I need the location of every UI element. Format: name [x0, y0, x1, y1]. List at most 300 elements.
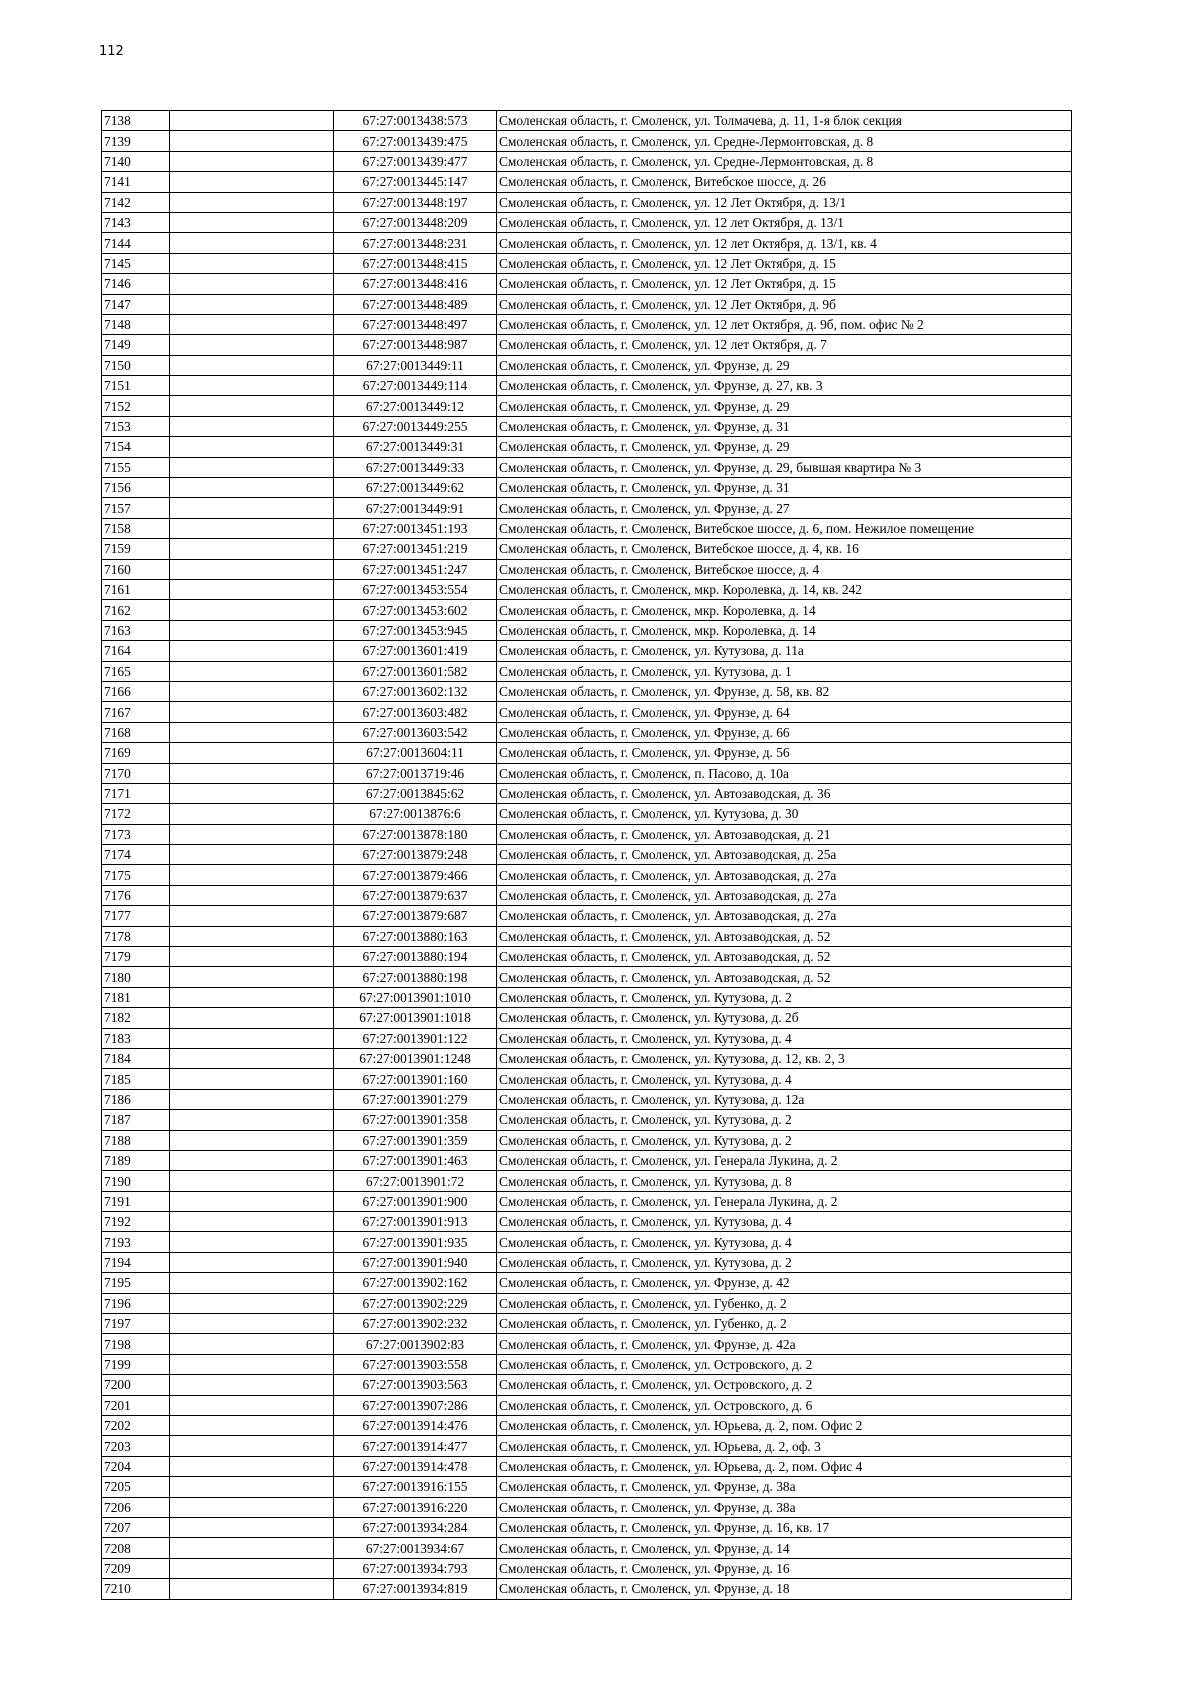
- table-row: [102, 1517, 1072, 1537]
- table-row: [102, 743, 1072, 763]
- address-cell: Смоленская область, г. Смоленск, ул. Фрунзе, д. 42а: [497, 1334, 1072, 1354]
- cadastral-number-cell: 67:27:0013879:248: [334, 845, 497, 865]
- row-number-cell: 7200: [102, 1375, 170, 1395]
- registry-body: [102, 111, 1072, 1600]
- address-cell: Смоленская область, г. Смоленск, ул. 12 Лет Октября, д. 15: [497, 253, 1072, 273]
- cadastral-number-cell: 67:27:0013448:497: [334, 314, 497, 334]
- address-cell: Смоленская область, г. Смоленск, ул. Фрунзе, д. 29: [497, 355, 1072, 375]
- address-cell: Смоленская область, г. Смоленск, ул. Кутузова, д. 4: [497, 1028, 1072, 1048]
- address-cell: Смоленская область, г. Смоленск, ул. Фрунзе, д. 29: [497, 396, 1072, 416]
- owner-cell: [170, 1191, 334, 1211]
- owner-cell: [170, 1517, 334, 1537]
- table-row: [102, 457, 1072, 477]
- owner-cell: [170, 824, 334, 844]
- table-row: [102, 600, 1072, 620]
- address-cell: Смоленская область, г. Смоленск, ул. 12 лет Октября, д. 13/1, кв. 4: [497, 233, 1072, 253]
- owner-cell: [170, 1048, 334, 1068]
- address-cell: Смоленская область, г. Смоленск, ул. Кутузова, д. 2: [497, 1110, 1072, 1130]
- row-number-cell: 7171: [102, 783, 170, 803]
- owner-cell: [170, 559, 334, 579]
- address-cell: Смоленская область, г. Смоленск, ул. Фрунзе, д. 27, кв. 3: [497, 376, 1072, 396]
- owner-cell: [170, 396, 334, 416]
- cadastral-number-cell: 67:27:0013901:1248: [334, 1048, 497, 1068]
- table-row: [102, 539, 1072, 559]
- owner-cell: [170, 212, 334, 232]
- address-cell: Смоленская область, г. Смоленск, ул. Кутузова, д. 4: [497, 1069, 1072, 1089]
- table-row: [102, 1048, 1072, 1068]
- table-row: [102, 1456, 1072, 1476]
- row-number-cell: 7193: [102, 1232, 170, 1252]
- owner-cell: [170, 1028, 334, 1048]
- address-cell: Смоленская область, г. Смоленск, ул. Островского, д. 6: [497, 1395, 1072, 1415]
- table-row: [102, 1334, 1072, 1354]
- cadastral-number-cell: 67:27:0013449:91: [334, 498, 497, 518]
- owner-cell: [170, 641, 334, 661]
- owner-cell: [170, 681, 334, 701]
- row-number-cell: 7178: [102, 926, 170, 946]
- address-cell: Смоленская область, г. Смоленск, п. Пасово, д. 10а: [497, 763, 1072, 783]
- owner-cell: [170, 498, 334, 518]
- owner-cell: [170, 233, 334, 253]
- address-cell: Смоленская область, г. Смоленск, ул. Юрьева, д. 2, пом. Офис 2: [497, 1416, 1072, 1436]
- table-row: [102, 212, 1072, 232]
- cadastral-number-cell: 67:27:0013880:194: [334, 947, 497, 967]
- table-row: [102, 233, 1072, 253]
- row-number-cell: 7155: [102, 457, 170, 477]
- address-cell: Смоленская область, г. Смоленск, ул. Фрунзе, д. 14: [497, 1538, 1072, 1558]
- row-number-cell: 7165: [102, 661, 170, 681]
- owner-cell: [170, 783, 334, 803]
- row-number-cell: 7154: [102, 437, 170, 457]
- row-number-cell: 7153: [102, 416, 170, 436]
- table-row: [102, 1436, 1072, 1456]
- row-number-cell: 7167: [102, 702, 170, 722]
- cadastral-number-cell: 67:27:0013604:11: [334, 743, 497, 763]
- address-cell: Смоленская область, г. Смоленск, ул. Автозаводская, д. 52: [497, 947, 1072, 967]
- cadastral-number-cell: 67:27:0013449:12: [334, 396, 497, 416]
- row-number-cell: 7173: [102, 824, 170, 844]
- owner-cell: [170, 457, 334, 477]
- owner-cell: [170, 1150, 334, 1170]
- owner-cell: [170, 192, 334, 212]
- row-number-cell: 7162: [102, 600, 170, 620]
- table-row: [102, 478, 1072, 498]
- table-row: [102, 1538, 1072, 1558]
- address-cell: Смоленская область, г. Смоленск, ул. Кутузова, д. 12, кв. 2, 3: [497, 1048, 1072, 1068]
- row-number-cell: 7202: [102, 1416, 170, 1436]
- table-row: [102, 926, 1072, 946]
- row-number-cell: 7158: [102, 518, 170, 538]
- owner-cell: [170, 1354, 334, 1374]
- cadastral-number-cell: 67:27:0013934:284: [334, 1517, 497, 1537]
- address-cell: Смоленская область, г. Смоленск, ул. Фрунзе, д. 38а: [497, 1497, 1072, 1517]
- owner-cell: [170, 1171, 334, 1191]
- owner-cell: [170, 947, 334, 967]
- cadastral-number-cell: 67:27:0013601:419: [334, 641, 497, 661]
- address-cell: Смоленская область, г. Смоленск, ул. Автозаводская, д. 52: [497, 926, 1072, 946]
- address-cell: Смоленская область, г. Смоленск, ул. Фрунзе, д. 38а: [497, 1477, 1072, 1497]
- address-cell: Смоленская область, г. Смоленск, ул. Автозаводская, д. 52: [497, 967, 1072, 987]
- cadastral-number-cell: 67:27:0013719:46: [334, 763, 497, 783]
- cadastral-number-cell: 67:27:0013448:209: [334, 212, 497, 232]
- table-row: [102, 1171, 1072, 1191]
- address-cell: Смоленская область, г. Смоленск, ул. Кутузова, д. 12а: [497, 1089, 1072, 1109]
- table-row: [102, 131, 1072, 151]
- cadastral-number-cell: 67:27:0013439:477: [334, 151, 497, 171]
- cadastral-number-cell: 67:27:0013438:573: [334, 111, 497, 131]
- address-cell: Смоленская область, г. Смоленск, мкр. Королевка, д. 14: [497, 620, 1072, 640]
- cadastral-number-cell: 67:27:0013449:255: [334, 416, 497, 436]
- owner-cell: [170, 539, 334, 559]
- table-row: [102, 620, 1072, 640]
- row-number-cell: 7203: [102, 1436, 170, 1456]
- owner-cell: [170, 1008, 334, 1028]
- owner-cell: [170, 1089, 334, 1109]
- row-number-cell: 7196: [102, 1293, 170, 1313]
- cadastral-number-cell: 67:27:0013449:11: [334, 355, 497, 375]
- table-row: [102, 1579, 1072, 1599]
- address-cell: Смоленская область, г. Смоленск, ул. 12 лет Октября, д. 7: [497, 335, 1072, 355]
- table-row: [102, 722, 1072, 742]
- row-number-cell: 7192: [102, 1212, 170, 1232]
- table-row: [102, 865, 1072, 885]
- address-cell: Смоленская область, г. Смоленск, ул. Фрунзе, д. 18: [497, 1579, 1072, 1599]
- cadastral-number-cell: 67:27:0013449:114: [334, 376, 497, 396]
- row-number-cell: 7204: [102, 1456, 170, 1476]
- address-cell: Смоленская область, г. Смоленск, ул. Автозаводская, д. 27а: [497, 906, 1072, 926]
- owner-cell: [170, 1375, 334, 1395]
- address-cell: Смоленская область, г. Смоленск, ул. Автозаводская, д. 27а: [497, 885, 1072, 905]
- address-cell: Смоленская область, г. Смоленск, ул. Автозаводская, д. 25а: [497, 845, 1072, 865]
- owner-cell: [170, 967, 334, 987]
- table-row: [102, 314, 1072, 334]
- row-number-cell: 7151: [102, 376, 170, 396]
- cadastral-number-cell: 67:27:0013934:67: [334, 1538, 497, 1558]
- row-number-cell: 7159: [102, 539, 170, 559]
- owner-cell: [170, 355, 334, 375]
- address-cell: Смоленская область, г. Смоленск, Витебское шоссе, д. 4: [497, 559, 1072, 579]
- cadastral-number-cell: 67:27:0013901:1018: [334, 1008, 497, 1028]
- cadastral-number-cell: 67:27:0013916:155: [334, 1477, 497, 1497]
- owner-cell: [170, 172, 334, 192]
- owner-cell: [170, 845, 334, 865]
- owner-cell: [170, 743, 334, 763]
- row-number-cell: 7198: [102, 1334, 170, 1354]
- address-cell: Смоленская область, г. Смоленск, ул. Кутузова, д. 4: [497, 1212, 1072, 1232]
- table-row: [102, 1028, 1072, 1048]
- cadastral-number-cell: 67:27:0013453:554: [334, 579, 497, 599]
- address-cell: Смоленская область, г. Смоленск, ул. Губенко, д. 2: [497, 1314, 1072, 1334]
- cadastral-number-cell: 67:27:0013901:279: [334, 1089, 497, 1109]
- table-row: [102, 1293, 1072, 1313]
- cadastral-number-cell: 67:27:0013448:489: [334, 294, 497, 314]
- address-cell: Смоленская область, г. Смоленск, ул. Фрунзе, д. 56: [497, 743, 1072, 763]
- cadastral-number-cell: 67:27:0013448:197: [334, 192, 497, 212]
- owner-cell: [170, 702, 334, 722]
- table-row: [102, 253, 1072, 273]
- row-number-cell: 7157: [102, 498, 170, 518]
- row-number-cell: 7209: [102, 1558, 170, 1578]
- owner-cell: [170, 314, 334, 334]
- address-cell: Смоленская область, г. Смоленск, ул. Фрунзе, д. 31: [497, 478, 1072, 498]
- cadastral-number-cell: 67:27:0013449:33: [334, 457, 497, 477]
- cadastral-number-cell: 67:27:0013901:72: [334, 1171, 497, 1191]
- owner-cell: [170, 1477, 334, 1497]
- row-number-cell: 7169: [102, 743, 170, 763]
- cadastral-number-cell: 67:27:0013901:940: [334, 1252, 497, 1272]
- address-cell: Смоленская область, г. Смоленск, ул. Кутузова, д. 2: [497, 987, 1072, 1007]
- row-number-cell: 7142: [102, 192, 170, 212]
- row-number-cell: 7176: [102, 885, 170, 905]
- table-row: [102, 661, 1072, 681]
- cadastral-number-cell: 67:27:0013902:162: [334, 1273, 497, 1293]
- cadastral-number-cell: 67:27:0013914:476: [334, 1416, 497, 1436]
- owner-cell: [170, 804, 334, 824]
- owner-cell: [170, 1456, 334, 1476]
- row-number-cell: 7143: [102, 212, 170, 232]
- row-number-cell: 7160: [102, 559, 170, 579]
- cadastral-number-cell: 67:27:0013453:945: [334, 620, 497, 640]
- owner-cell: [170, 885, 334, 905]
- row-number-cell: 7139: [102, 131, 170, 151]
- row-number-cell: 7194: [102, 1252, 170, 1272]
- row-number-cell: 7146: [102, 274, 170, 294]
- cadastral-number-cell: 67:27:0013934:819: [334, 1579, 497, 1599]
- table-row: [102, 1375, 1072, 1395]
- address-cell: Смоленская область, г. Смоленск, ул. 12 лет Октября, д. 13/1: [497, 212, 1072, 232]
- table-row: [102, 335, 1072, 355]
- table-row: [102, 1069, 1072, 1089]
- address-cell: Смоленская область, г. Смоленск, ул. Кутузова, д. 30: [497, 804, 1072, 824]
- address-cell: Смоленская область, г. Смоленск, ул. Юрьева, д. 2, оф. 3: [497, 1436, 1072, 1456]
- address-cell: Смоленская область, г. Смоленск, ул. Автозаводская, д. 36: [497, 783, 1072, 803]
- row-number-cell: 7164: [102, 641, 170, 661]
- table-row: [102, 845, 1072, 865]
- owner-cell: [170, 437, 334, 457]
- table-row: [102, 1314, 1072, 1334]
- cadastral-number-cell: 67:27:0013451:247: [334, 559, 497, 579]
- row-number-cell: 7172: [102, 804, 170, 824]
- owner-cell: [170, 131, 334, 151]
- row-number-cell: 7187: [102, 1110, 170, 1130]
- row-number-cell: 7179: [102, 947, 170, 967]
- table-row: [102, 111, 1072, 131]
- table-row: [102, 1477, 1072, 1497]
- row-number-cell: 7156: [102, 478, 170, 498]
- cadastral-number-cell: 67:27:0013448:231: [334, 233, 497, 253]
- table-row: [102, 172, 1072, 192]
- table-row: [102, 355, 1072, 375]
- row-number-cell: 7181: [102, 987, 170, 1007]
- row-number-cell: 7180: [102, 967, 170, 987]
- cadastral-number-cell: 67:27:0013879:637: [334, 885, 497, 905]
- owner-cell: [170, 1232, 334, 1252]
- row-number-cell: 7207: [102, 1517, 170, 1537]
- row-number-cell: 7184: [102, 1048, 170, 1068]
- owner-cell: [170, 1334, 334, 1354]
- table-row: [102, 376, 1072, 396]
- table-row: [102, 1089, 1072, 1109]
- owner-cell: [170, 1212, 334, 1232]
- row-number-cell: 7144: [102, 233, 170, 253]
- cadastral-number-cell: 67:27:0013603:482: [334, 702, 497, 722]
- owner-cell: [170, 478, 334, 498]
- table-row: [102, 763, 1072, 783]
- owner-cell: [170, 987, 334, 1007]
- table-row: [102, 498, 1072, 518]
- cadastral-number-cell: 67:27:0013902:229: [334, 1293, 497, 1313]
- owner-cell: [170, 1110, 334, 1130]
- owner-cell: [170, 1497, 334, 1517]
- owner-cell: [170, 1069, 334, 1089]
- row-number-cell: 7140: [102, 151, 170, 171]
- cadastral-number-cell: 67:27:0013439:475: [334, 131, 497, 151]
- owner-cell: [170, 1314, 334, 1334]
- address-cell: Смоленская область, г. Смоленск, ул. Островского, д. 2: [497, 1354, 1072, 1374]
- table-row: [102, 1150, 1072, 1170]
- cadastral-number-cell: 67:27:0013879:687: [334, 906, 497, 926]
- cadastral-number-cell: 67:27:0013601:582: [334, 661, 497, 681]
- owner-cell: [170, 1273, 334, 1293]
- owner-cell: [170, 763, 334, 783]
- cadastral-number-cell: 67:27:0013880:163: [334, 926, 497, 946]
- address-cell: Смоленская область, г. Смоленск, ул. Фрунзе, д. 58, кв. 82: [497, 681, 1072, 701]
- property-registry-table: [101, 110, 1072, 1600]
- table-row: [102, 1232, 1072, 1252]
- owner-cell: [170, 865, 334, 885]
- cadastral-number-cell: 67:27:0013901:122: [334, 1028, 497, 1048]
- address-cell: Смоленская область, г. Смоленск, ул. Кутузова, д. 2: [497, 1252, 1072, 1272]
- cadastral-number-cell: 67:27:0013901:160: [334, 1069, 497, 1089]
- address-cell: Смоленская область, г. Смоленск, мкр. Королевка, д. 14: [497, 600, 1072, 620]
- table-row: [102, 824, 1072, 844]
- cadastral-number-cell: 67:27:0013901:358: [334, 1110, 497, 1130]
- cadastral-number-cell: 67:27:0013603:542: [334, 722, 497, 742]
- address-cell: Смоленская область, г. Смоленск, Витебское шоссе, д. 4, кв. 16: [497, 539, 1072, 559]
- address-cell: Смоленская область, г. Смоленск, ул. Фрунзе, д. 66: [497, 722, 1072, 742]
- owner-cell: [170, 274, 334, 294]
- row-number-cell: 7189: [102, 1150, 170, 1170]
- cadastral-number-cell: 67:27:0013901:935: [334, 1232, 497, 1252]
- cadastral-number-cell: 67:27:0013934:793: [334, 1558, 497, 1578]
- cadastral-number-cell: 67:27:0013876:6: [334, 804, 497, 824]
- cadastral-number-cell: 67:27:0013907:286: [334, 1395, 497, 1415]
- address-cell: Смоленская область, г. Смоленск, ул. Генерала Лукина, д. 2: [497, 1191, 1072, 1211]
- address-cell: Смоленская область, г. Смоленск, ул. Толмачева, д. 11, 1-я блок секция: [497, 111, 1072, 131]
- table-row: [102, 1212, 1072, 1232]
- owner-cell: [170, 294, 334, 314]
- row-number-cell: 7188: [102, 1130, 170, 1150]
- address-cell: Смоленская область, г. Смоленск, ул. Автозаводская, д. 21: [497, 824, 1072, 844]
- row-number-cell: 7152: [102, 396, 170, 416]
- owner-cell: [170, 1579, 334, 1599]
- owner-cell: [170, 335, 334, 355]
- row-number-cell: 7166: [102, 681, 170, 701]
- cadastral-number-cell: 67:27:0013880:198: [334, 967, 497, 987]
- cadastral-number-cell: 67:27:0013879:466: [334, 865, 497, 885]
- owner-cell: [170, 661, 334, 681]
- cadastral-number-cell: 67:27:0013449:62: [334, 478, 497, 498]
- row-number-cell: 7183: [102, 1028, 170, 1048]
- address-cell: Смоленская область, г. Смоленск, ул. Кутузова, д. 4: [497, 1232, 1072, 1252]
- address-cell: Смоленская область, г. Смоленск, ул. Средне-Лермонтовская, д. 8: [497, 151, 1072, 171]
- owner-cell: [170, 1538, 334, 1558]
- address-cell: Смоленская область, г. Смоленск, ул. Кутузова, д. 2: [497, 1130, 1072, 1150]
- row-number-cell: 7191: [102, 1191, 170, 1211]
- address-cell: Смоленская область, г. Смоленск, ул. Фрунзе, д. 64: [497, 702, 1072, 722]
- row-number-cell: 7210: [102, 1579, 170, 1599]
- address-cell: Смоленская область, г. Смоленск, ул. Островского, д. 2: [497, 1375, 1072, 1395]
- cadastral-number-cell: 67:27:0013845:62: [334, 783, 497, 803]
- row-number-cell: 7182: [102, 1008, 170, 1028]
- address-cell: Смоленская область, г. Смоленск, ул. Губенко, д. 2: [497, 1293, 1072, 1313]
- address-cell: Смоленская область, г. Смоленск, мкр. Королевка, д. 14, кв. 242: [497, 579, 1072, 599]
- cadastral-number-cell: 67:27:0013901:913: [334, 1212, 497, 1232]
- table-row: [102, 1273, 1072, 1293]
- cadastral-number-cell: 67:27:0013901:1010: [334, 987, 497, 1007]
- table-row: [102, 437, 1072, 457]
- address-cell: Смоленская область, г. Смоленск, ул. 12 Лет Октября, д. 13/1: [497, 192, 1072, 212]
- cadastral-number-cell: 67:27:0013445:147: [334, 172, 497, 192]
- table-row: [102, 1110, 1072, 1130]
- address-cell: Смоленская область, г. Смоленск, ул. Кутузова, д. 2б: [497, 1008, 1072, 1028]
- table-row: [102, 987, 1072, 1007]
- table-row: [102, 1354, 1072, 1374]
- row-number-cell: 7161: [102, 579, 170, 599]
- cadastral-number-cell: 67:27:0013914:477: [334, 1436, 497, 1456]
- owner-cell: [170, 1293, 334, 1313]
- cadastral-number-cell: 67:27:0013453:602: [334, 600, 497, 620]
- table-row: [102, 967, 1072, 987]
- row-number-cell: 7190: [102, 1171, 170, 1191]
- address-cell: Смоленская область, г. Смоленск, Витебское шоссе, д. 6, пом. Нежилое помещение: [497, 518, 1072, 538]
- row-number-cell: 7199: [102, 1354, 170, 1374]
- cadastral-number-cell: 67:27:0013914:478: [334, 1456, 497, 1476]
- table-row: [102, 518, 1072, 538]
- cadastral-number-cell: 67:27:0013902:83: [334, 1334, 497, 1354]
- address-cell: Смоленская область, г. Смоленск, Витебское шоссе, д. 26: [497, 172, 1072, 192]
- row-number-cell: 7149: [102, 335, 170, 355]
- address-cell: Смоленская область, г. Смоленск, ул. Фрунзе, д. 29: [497, 437, 1072, 457]
- address-cell: Смоленская область, г. Смоленск, ул. Фрунзе, д. 42: [497, 1273, 1072, 1293]
- page-number: 112: [99, 44, 124, 59]
- row-number-cell: 7138: [102, 111, 170, 131]
- row-number-cell: 7141: [102, 172, 170, 192]
- cadastral-number-cell: 67:27:0013903:563: [334, 1375, 497, 1395]
- address-cell: Смоленская область, г. Смоленск, ул. Фрунзе, д. 27: [497, 498, 1072, 518]
- owner-cell: [170, 376, 334, 396]
- table-row: [102, 641, 1072, 661]
- row-number-cell: 7177: [102, 906, 170, 926]
- cadastral-number-cell: 67:27:0013901:900: [334, 1191, 497, 1211]
- cadastral-number-cell: 67:27:0013449:31: [334, 437, 497, 457]
- table-row: [102, 579, 1072, 599]
- row-number-cell: 7195: [102, 1273, 170, 1293]
- table-row: [102, 1252, 1072, 1272]
- table-row: [102, 151, 1072, 171]
- owner-cell: [170, 579, 334, 599]
- owner-cell: [170, 151, 334, 171]
- owner-cell: [170, 1252, 334, 1272]
- address-cell: Смоленская область, г. Смоленск, ул. Фрунзе, д. 16: [497, 1558, 1072, 1578]
- owner-cell: [170, 926, 334, 946]
- owner-cell: [170, 1416, 334, 1436]
- owner-cell: [170, 518, 334, 538]
- address-cell: Смоленская область, г. Смоленск, ул. Автозаводская, д. 27а: [497, 865, 1072, 885]
- table-row: [102, 396, 1072, 416]
- cadastral-number-cell: 67:27:0013448:987: [334, 335, 497, 355]
- cadastral-number-cell: 67:27:0013916:220: [334, 1497, 497, 1517]
